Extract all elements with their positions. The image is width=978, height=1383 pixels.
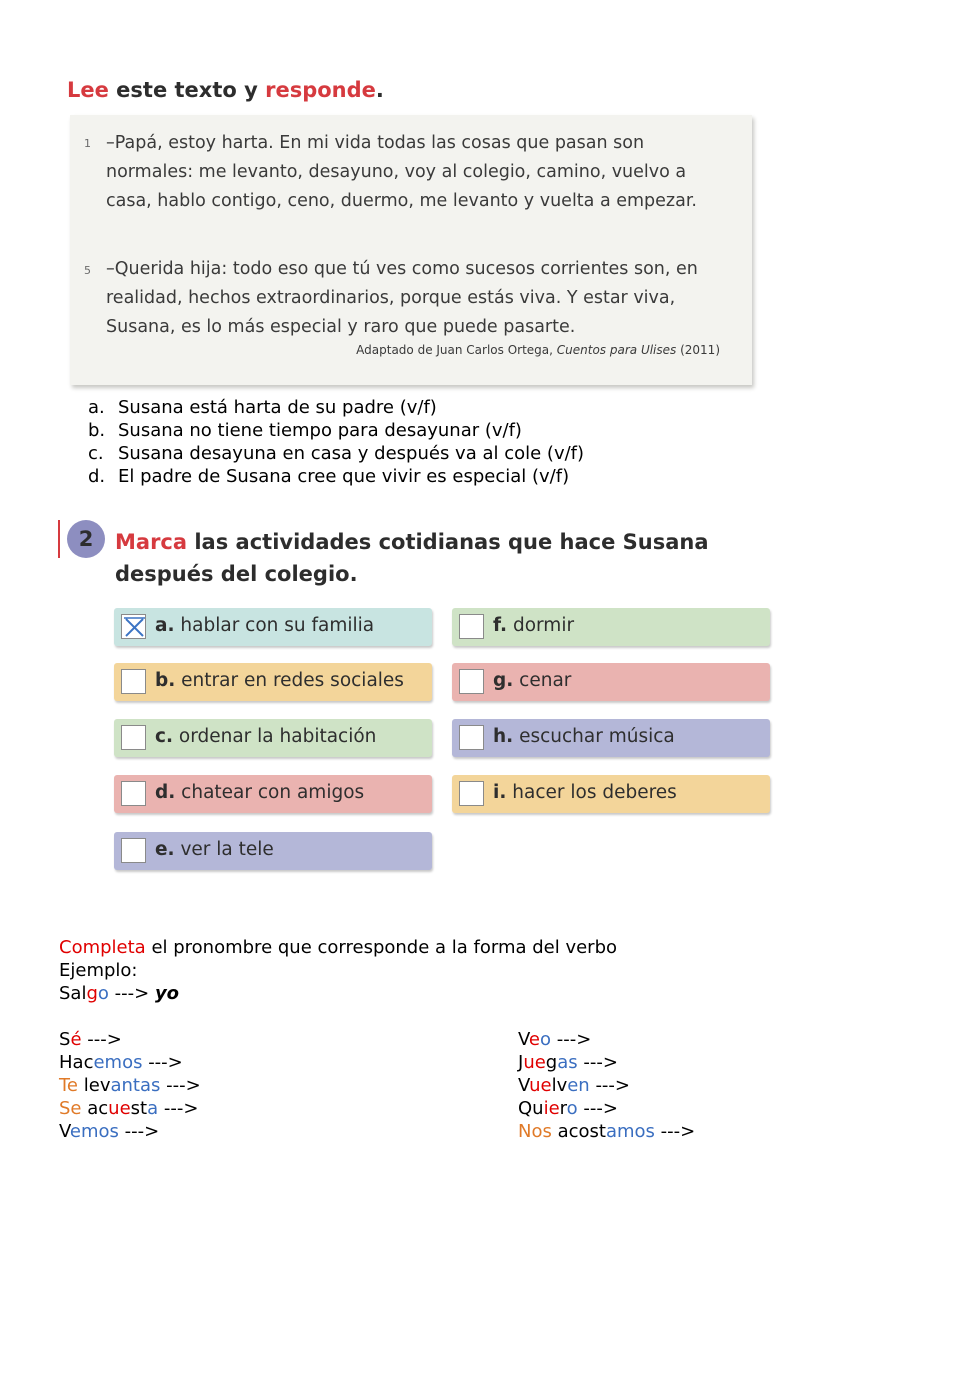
option-text: chatear con amigos xyxy=(181,782,365,803)
verb-segment: o xyxy=(566,1098,578,1119)
verb-segment: V xyxy=(518,1075,530,1096)
verb-segment: ---> xyxy=(160,1075,201,1096)
option-f[interactable] xyxy=(452,608,770,646)
verb-segment: as xyxy=(557,1052,578,1073)
verb-segment: ue xyxy=(523,1052,546,1073)
option-letter: g. xyxy=(493,670,514,691)
verb-segment: g xyxy=(545,1052,558,1073)
question-item xyxy=(88,465,584,488)
verb-segment: Nos xyxy=(518,1121,552,1142)
checkbox[interactable] xyxy=(121,614,146,639)
option-h[interactable] xyxy=(452,719,770,757)
option-letter: i. xyxy=(493,782,507,803)
verb-segment: ie xyxy=(543,1098,560,1119)
example-arrow: ---> xyxy=(108,983,155,1004)
checkbox[interactable] xyxy=(121,838,146,863)
verb-line xyxy=(59,1028,201,1051)
reading-source xyxy=(356,343,720,357)
instruction-word-completa: Completa xyxy=(59,937,146,958)
verb-segment: antas xyxy=(110,1075,161,1096)
option-i[interactable] xyxy=(452,775,770,813)
verbs-left-column xyxy=(59,1028,201,1143)
option-text: hablar con su familia xyxy=(180,615,375,636)
exercise-number-badge: 2 xyxy=(67,520,105,558)
verb-segment: e xyxy=(528,1029,540,1050)
option-letter: h. xyxy=(493,726,514,747)
verb-segment: ---> xyxy=(81,1029,122,1050)
option-d[interactable] xyxy=(114,775,432,813)
verb-segment: emos xyxy=(69,1121,119,1142)
verb-line xyxy=(518,1051,695,1074)
question-letter: b. xyxy=(88,420,106,441)
heading-word-responde: responde xyxy=(265,78,376,102)
option-letter: c. xyxy=(155,726,173,747)
verb-segment: é xyxy=(70,1029,82,1050)
checkmark-x-icon xyxy=(122,615,147,640)
activities-heading xyxy=(115,526,775,590)
verb-segment: amos xyxy=(605,1121,655,1142)
section-marker-bar xyxy=(58,520,60,558)
verb-segment: Te xyxy=(59,1075,79,1096)
verb-segment: lv xyxy=(551,1075,568,1096)
question-letter: a. xyxy=(88,397,105,418)
verb-segment: Se xyxy=(59,1098,82,1119)
option-text: dormir xyxy=(512,615,575,636)
question-item xyxy=(88,442,584,465)
verb-segment: o xyxy=(97,983,109,1004)
verb-segment: ac xyxy=(81,1098,109,1119)
verb-segment: V xyxy=(59,1121,70,1142)
heading-period: . xyxy=(375,78,384,102)
verb-segment: ---> xyxy=(158,1098,199,1119)
checkbox[interactable] xyxy=(121,781,146,806)
verb-segment: en xyxy=(567,1075,590,1096)
option-text: hacer los deberes xyxy=(512,782,677,803)
option-c[interactable] xyxy=(114,719,432,757)
instruction-rest: el pronombre que corresponde a la forma del verbo xyxy=(145,937,618,958)
verb-segment: ---> xyxy=(142,1052,183,1073)
verb-line xyxy=(518,1097,695,1120)
line-number-1: 1 xyxy=(84,137,91,150)
option-text: cenar xyxy=(519,670,572,691)
verb-segment: acost xyxy=(551,1121,606,1142)
example-answer: yo xyxy=(154,983,180,1004)
source-prefix: Adaptado de Juan Carlos Ortega, xyxy=(356,343,557,357)
verb-segment: st xyxy=(130,1098,148,1119)
verb-line xyxy=(518,1120,695,1143)
verb-segment: r xyxy=(559,1098,567,1119)
option-text: escuchar música xyxy=(519,726,675,747)
verb-segment: ---> xyxy=(118,1121,160,1142)
question-letter: c. xyxy=(88,443,104,464)
example-verb xyxy=(59,983,109,1004)
heading-word-marca: Marca xyxy=(115,530,188,554)
option-a[interactable] xyxy=(114,608,432,646)
checkbox[interactable] xyxy=(121,725,146,750)
pronoun-task xyxy=(59,936,617,1005)
checkbox[interactable] xyxy=(459,669,484,694)
heading-word-lee: Lee xyxy=(67,78,109,102)
option-text: ver la tele xyxy=(180,839,274,860)
verb-line xyxy=(59,1097,201,1120)
verb-segment: lev xyxy=(78,1075,111,1096)
verb-segment: ---> xyxy=(654,1121,696,1142)
heading-rest: las actividades cotidianas que hace Susana después del colegio. xyxy=(115,530,709,586)
verb-segment: Sal xyxy=(59,983,87,1004)
verb-segment: S xyxy=(59,1029,71,1050)
verb-segment: g xyxy=(86,983,98,1004)
reading-paragraph-2: –Querida hija: todo eso que tú ves como sucesos corrientes son, en realidad, hechos extraordinarios, porque estás viva. Y estar viva, Susana, es lo más especial y raro que puede pasarte. xyxy=(106,259,698,337)
question-text: Susana no tiene tiempo para desayunar (v/f) xyxy=(118,420,522,441)
reading-paragraph-1: –Papá, estoy harta. En mi vida todas las cosas que pasan son normales: me levanto, desayuno, voy al colegio, camino, vuelvo a casa, hablo contigo, ceno, duermo, me levanto y vuelta a empezar. xyxy=(106,133,697,211)
source-title: Cuentos para Ulises xyxy=(556,343,677,357)
verb-segment: ---> xyxy=(577,1098,618,1119)
verb-segment: V xyxy=(518,1029,529,1050)
source-suffix: (2011) xyxy=(676,343,720,357)
verb-segment: a xyxy=(147,1098,159,1119)
heading-middle: este texto y xyxy=(108,78,266,102)
verb-line xyxy=(59,1120,201,1143)
true-false-questions xyxy=(88,396,584,488)
verb-segment: emos xyxy=(93,1052,143,1073)
option-letter: a. xyxy=(155,615,175,636)
verb-segment: ---> xyxy=(589,1075,631,1096)
question-text: El padre de Susana cree que vivir es especial (v/f) xyxy=(118,466,570,487)
reading-heading xyxy=(67,78,384,102)
question-text: Susana desayuna en casa y después va al cole (v/f) xyxy=(118,443,585,464)
verbs-right-column xyxy=(518,1028,695,1143)
checkbox[interactable] xyxy=(459,725,484,750)
question-item xyxy=(88,419,584,442)
checkbox[interactable] xyxy=(459,781,484,806)
checkbox[interactable] xyxy=(459,614,484,639)
verb-line xyxy=(518,1028,695,1051)
option-e[interactable] xyxy=(114,832,432,870)
question-letter: d. xyxy=(88,466,106,487)
verb-segment: ---> xyxy=(577,1052,618,1073)
line-number-5: 5 xyxy=(84,264,91,277)
checkbox[interactable] xyxy=(121,669,146,694)
example-label: Ejemplo: xyxy=(59,960,138,981)
verb-segment: Hac xyxy=(59,1052,94,1073)
example-line xyxy=(59,982,617,1005)
question-item xyxy=(88,396,584,419)
verb-segment: ue xyxy=(108,1098,131,1119)
option-g[interactable] xyxy=(452,663,770,701)
option-letter: b. xyxy=(155,670,176,691)
verb-line xyxy=(59,1074,201,1097)
task-instruction xyxy=(59,936,617,959)
verb-segment: ue xyxy=(529,1075,552,1096)
verb-line xyxy=(59,1051,201,1074)
question-text: Susana está harta de su padre (v/f) xyxy=(118,397,437,418)
option-letter: f. xyxy=(493,615,508,636)
option-text: entrar en redes sociales xyxy=(181,670,404,691)
verb-segment: J xyxy=(518,1052,524,1073)
option-b[interactable] xyxy=(114,663,432,701)
verb-segment: ---> xyxy=(551,1029,592,1050)
verb-line xyxy=(518,1074,695,1097)
verb-segment: o xyxy=(540,1029,552,1050)
option-letter: e. xyxy=(155,839,175,860)
option-text: ordenar la habitación xyxy=(178,726,377,747)
verb-segment: Qu xyxy=(518,1098,544,1119)
reading-text-box xyxy=(70,115,752,385)
option-letter: d. xyxy=(155,782,176,803)
